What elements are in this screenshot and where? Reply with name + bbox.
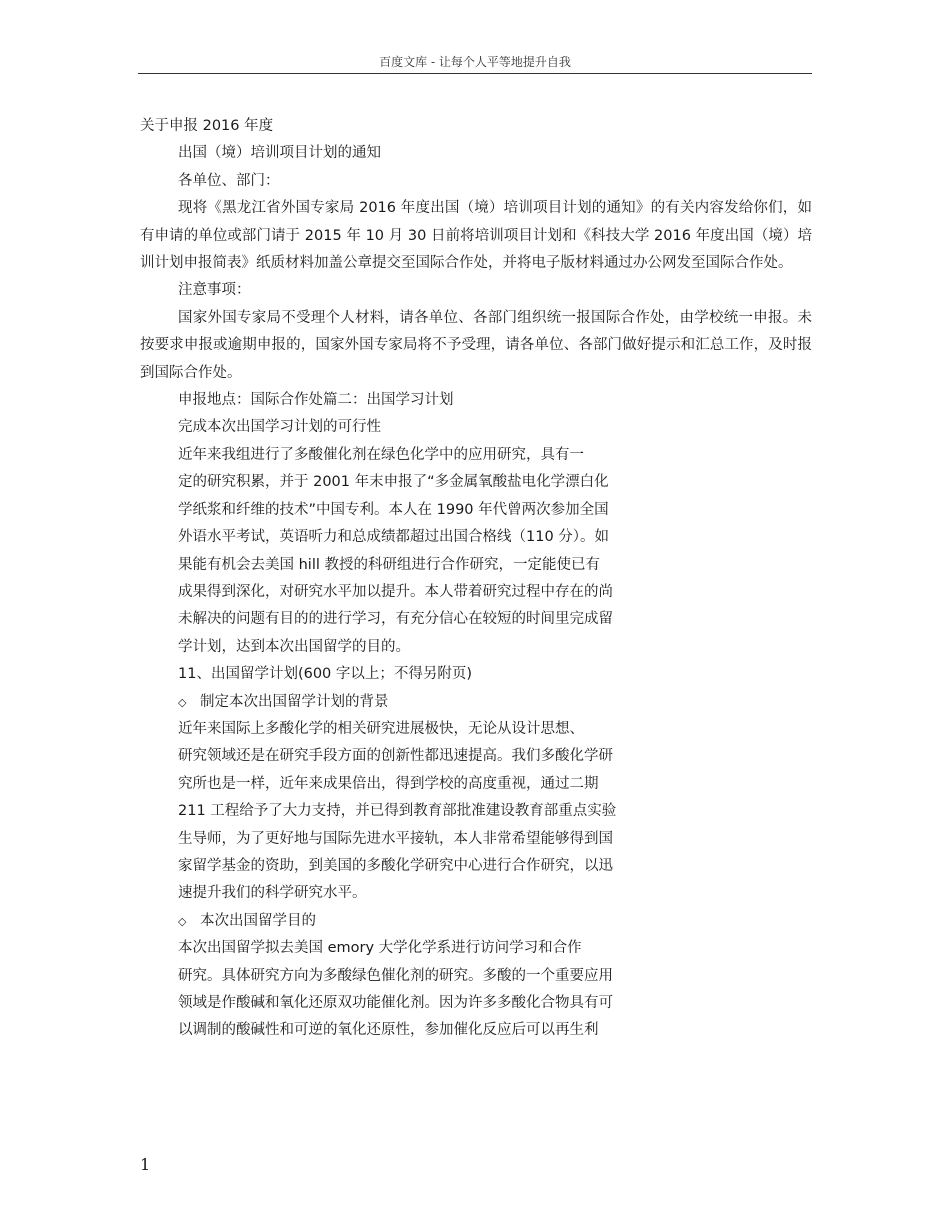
purpose-line: 本次出国留学拟去美国 emory 大学化学系进行访问学习和合作: [178, 940, 582, 957]
background-line: 近年来国际上多酸化学的相关研究进展极快，无论从设计思想、: [178, 720, 584, 737]
background-line: 究所也是一样，近年来成果倍出，得到学校的高度重视，通过二期: [178, 775, 599, 792]
location-line: 申报地点：国际合作处篇二：出国学习计划: [178, 392, 454, 409]
notes-heading: 注意事项：: [178, 282, 251, 299]
feasibility-line: 成果得到深化，对研究水平加以提升。本人带着研究过程中存在的尚: [178, 583, 613, 600]
feasibility-line: 未解决的问题有目的的进行学习，有充分信心在较短的时间里完成留: [178, 611, 613, 628]
diamond-bullet-icon: ◇: [178, 695, 187, 709]
notice-title-line-1: 关于申报 2016 年度: [140, 118, 274, 134]
feasibility-line: 近年来我组进行了多酸催化剂在绿色化学中的应用研究，具有一: [178, 446, 584, 463]
feasibility-line: 果能有机会去美国 hill 教授的科研组进行合作研究，一定能使已有: [178, 556, 600, 573]
purpose-line: 研究。具体研究方向为多酸绿色催化剂的研究。多酸的一个重要应用: [178, 967, 613, 984]
diamond-bullet-icon: ◇: [178, 914, 187, 928]
notice-title-line-2: 出国（境）培训项目计划的通知: [178, 145, 381, 162]
background-line: 家留学基金的资助，到美国的多酸化学研究中心进行合作研究，以迅: [178, 857, 613, 874]
salutation: 各单位、部门：: [178, 172, 280, 189]
notes-paragraph: 国家外国专家局不受理个人材料，请各单位、各部门组织统一报国际合作处，由学校统一申报。未按要求申报或逾期申报的，国家外国专家局将不予受理，请各单位、各部门做好提示和汇总工作，及时报到国际合作处。: [140, 309, 812, 381]
background-line: 211 工程给予了大力支持，并已得到教育部批准建设教育部重点实验: [178, 803, 617, 820]
page-header: 百度文库 - 让每个人平等地提升自我: [138, 55, 812, 74]
purpose-line: 以调制的酸碱性和可逆的氧化还原性，参加催化反应后可以再生利: [178, 1022, 599, 1039]
background-line: 生导师，为了更好地与国际先进水平接轨，本人非常希望能够得到国: [178, 830, 613, 847]
background-heading: [140, 689, 812, 716]
purpose-line: 领域是作酸碱和氧化还原双功能催化剂。因为许多多酸化合物具有可: [178, 995, 613, 1011]
feasibility-line: 学计划，达到本次出国留学的目的。: [178, 638, 410, 655]
purpose-heading: [140, 908, 812, 935]
background-line: 速提升我们的科学研究水平。: [178, 885, 367, 902]
purpose-heading-text: 本次出国留学目的: [200, 912, 316, 929]
notice-body-paragraph: 现将《黑龙江省外国专家局 2016 年度出国（境）培训项目计划的通知》的有关内容发给你们，如有申请的单位或部门请于 2015 年 10 月 30 日前将培训项目计划和《科技大学 2016 年度出国（境）培训计划申报简表》纸质材料加盖公章提交至国际合作处，并将电子版材料通过办公网发至国际合作处。: [140, 200, 812, 272]
background-heading-text: 制定本次出国留学计划的背景: [200, 693, 389, 710]
feasibility-heading: 完成本次出国学习计划的可行性: [178, 419, 381, 436]
feasibility-line: 学纸浆和纤维的技术”中国专利。本人在 1990 年代曾两次参加全国: [178, 501, 609, 518]
feasibility-line: 外语水平考试，英语听力和总成绩都超过出国合格线（110 分）。如: [178, 529, 610, 546]
plan-heading: 11、出国留学计划(600 字以上；不得另附页): [178, 666, 473, 683]
feasibility-line: 定的研究积累，并于 2001 年末申报了“多金属氧酸盐电化学漂白化: [178, 474, 609, 491]
background-line: 研究领域还是在研究手段方面的创新性都迅速提高。我们多酸化学研: [178, 748, 613, 765]
document-body: [140, 113, 812, 1045]
page-number: 1: [140, 1155, 151, 1174]
